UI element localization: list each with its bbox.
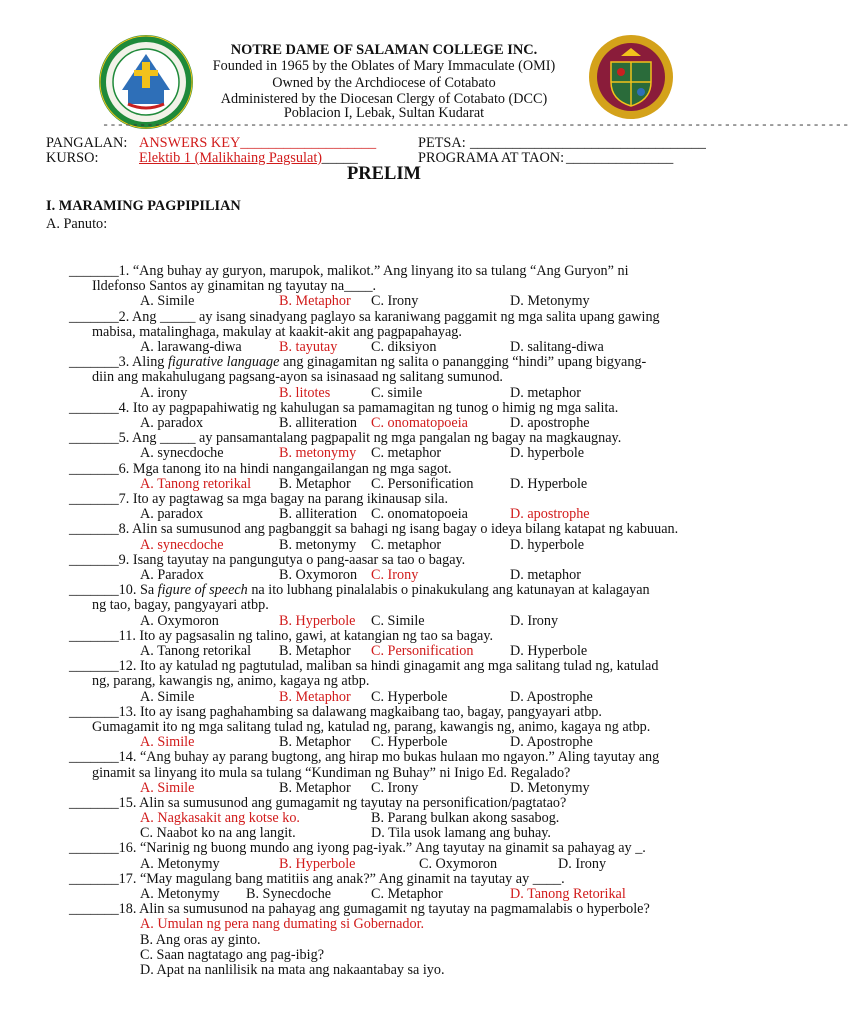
- question-text: _______14. “Ang buhay ay parang bugtong, ang hirap mo bukas hulaan mo ngayon.” Aling tayutay ang: [69, 749, 660, 766]
- options-row: [69, 340, 719, 355]
- instruction-label: A. Panuto:: [46, 216, 108, 232]
- question-item: [69, 750, 719, 796]
- question-text: _______18. Alin sa sumusunod na pahayag ang gumagamit ng tayutay na pagmamalabis o hyperbole?: [69, 901, 650, 918]
- option-choice[interactable]: A. Metonymy: [140, 886, 220, 903]
- question-text: [69, 355, 719, 370]
- question-text: _______12. Ito ay katulad ng pagtutulad, maliban sa hindi ginagamit ang mga salitang tulad ng, katulad: [69, 658, 659, 675]
- question-item: [69, 659, 719, 705]
- question-text-continuation: diin ang makahulugang pagsang-ayon sa isinasaad ng salitang sumunod.: [92, 369, 503, 386]
- options-row: [69, 963, 719, 978]
- header-line: Owned by the Archdiocese of Cotabato: [272, 74, 496, 91]
- option-choice[interactable]: C. Saan nagtatago ang pag-ibig?: [140, 946, 324, 963]
- question-text-part: _______10. Sa: [69, 582, 158, 599]
- options-row: [69, 507, 719, 522]
- option-choice[interactable]: B. Metaphor: [279, 475, 351, 492]
- question-text: _______16. “Narinig ng buong mundo ang iyong pag-iyak.” Ang tayutay na ginamit sa pahayag ay _.: [69, 840, 646, 857]
- question-text-continuation: Ildefonso Santos ay ginamitan ng tayutay na____.: [92, 278, 377, 295]
- option-choice[interactable]: A. Paradox: [140, 566, 204, 583]
- option-choice[interactable]: D. Tanong Retorikal: [510, 886, 626, 903]
- question-text-continuation: mabisa, matalinghaga, makulay at kaakit-akit ang pagpapahayag.: [92, 323, 462, 340]
- question-text: _______15. Alin sa sumusunod ang gumagamit ng tayutay na personification/pagtatao?: [69, 794, 567, 811]
- programa-label: PROGRAMA AT TAON:: [418, 150, 565, 166]
- option-choice[interactable]: C. Personification: [371, 642, 474, 659]
- question-item: [69, 355, 719, 401]
- option-choice[interactable]: C. Hyperbole: [371, 734, 448, 751]
- question-text-part: ang ginagamitan ng salita o panangging “hindi” upang bigyang-: [279, 354, 647, 371]
- question-text: _______9. Isang tayutay na pangungutya o pang-aasar sa tao o bagay.: [69, 551, 466, 568]
- option-choice[interactable]: B. Hyperbole: [279, 612, 356, 629]
- option-choice[interactable]: C. Hyperbole: [371, 688, 448, 705]
- option-choice[interactable]: C. Naabot ko na ang langit.: [140, 825, 296, 842]
- option-choice[interactable]: D. Apat na nanlilisik na mata ang nakaantabay sa iyo.: [140, 962, 445, 979]
- question-text-continuation: ng tao, bagay, pangyayari atbp.: [92, 597, 269, 614]
- option-choice[interactable]: B. Hyperbole: [279, 855, 356, 872]
- option-choice[interactable]: D. Metonymy: [510, 779, 590, 796]
- options-row: [69, 538, 719, 553]
- option-choice[interactable]: A. synecdoche: [140, 536, 224, 553]
- option-choice[interactable]: C. onomatopoeia: [371, 506, 468, 523]
- pangalan-value: ANSWERS KEY___________________: [139, 135, 377, 151]
- option-choice[interactable]: B. alliteration: [279, 506, 358, 523]
- option-choice[interactable]: B. Parang bulkan akong sasabog.: [371, 810, 560, 827]
- option-choice[interactable]: C. Personification: [371, 475, 474, 492]
- question-item: [69, 492, 719, 522]
- kurso-value: Elektib 1 (Malikhaing Pagsulat): [139, 150, 323, 166]
- header-line: Poblacion I, Lebak, Sultan Kudarat: [283, 105, 485, 121]
- options-row: [69, 446, 719, 461]
- options-row: [69, 887, 719, 902]
- option-choice[interactable]: A. larawang-diwa: [140, 339, 242, 355]
- question-text: _______11. Ito ay pagsasalin ng talino, gawi, at katangian ng tao sa bagay.: [69, 627, 494, 644]
- option-choice[interactable]: C. Simile: [371, 612, 425, 629]
- petsa-value: _________________________________: [470, 135, 706, 151]
- question-item: [69, 841, 719, 871]
- option-choice[interactable]: B. Metaphor: [279, 734, 351, 751]
- question-item: [69, 522, 719, 552]
- question-item: [69, 629, 719, 659]
- question-item: [69, 462, 719, 492]
- question-item: [69, 583, 719, 629]
- option-choice[interactable]: D. apostrophe: [510, 506, 590, 523]
- option-choice[interactable]: D. metaphor: [510, 384, 581, 401]
- option-choice[interactable]: C. Irony: [371, 566, 419, 583]
- option-choice[interactable]: C. Oxymoron: [419, 855, 498, 872]
- option-choice[interactable]: C. diksiyon: [371, 339, 437, 355]
- question-text: _______1. “Ang buhay ay guryon, marupok, malikot.” Ang linyang ito sa tulang “Ang Guryon” ni: [69, 263, 629, 279]
- option-choice[interactable]: B. Ang oras ay ginto.: [140, 931, 261, 948]
- option-choice[interactable]: C. Irony: [371, 779, 419, 796]
- question-text-continuation: ginamit sa linyang ito mula sa tulang “Kundiman ng Buhay” ni Inigo Ed. Regalado?: [92, 764, 571, 781]
- kurso-label: KURSO:: [46, 150, 99, 166]
- option-choice[interactable]: C. metaphor: [371, 445, 442, 462]
- option-choice[interactable]: A. Simile: [140, 734, 195, 751]
- option-choice[interactable]: B. Metaphor: [279, 688, 351, 705]
- options-row: [69, 614, 719, 629]
- options-row: [69, 735, 719, 750]
- question-text: _______4. Ito ay pagpapahiwatig ng kahulugan sa pamamagitan ng tunog o himig ng mga salita.: [69, 399, 619, 416]
- option-choice[interactable]: B. metonymy: [279, 445, 357, 462]
- option-choice[interactable]: A. Umulan ng pera nang dumating si Gobernador.: [140, 916, 425, 933]
- options-row: [69, 690, 719, 705]
- option-choice[interactable]: C. Metaphor: [371, 886, 443, 903]
- option-choice[interactable]: B. alliteration: [279, 414, 358, 431]
- question-text-continuation: ng, parang, kawangis ng, animo, kagaya ng atbp.: [92, 673, 370, 690]
- options-row: [69, 781, 719, 796]
- question-text: _______5. Ang _____ ay pansamantalang pagpapalit ng mga pangalan ng bagay na magkaugnay.: [69, 430, 622, 447]
- question-text-part: na ito lubhang pinalalabis o pinakukulang ang katunayan at kalagayan: [247, 582, 650, 599]
- option-choice[interactable]: B. Synecdoche: [246, 886, 332, 903]
- option-choice[interactable]: B. tayutay: [279, 339, 338, 355]
- question-text-italic: figurative language: [167, 354, 280, 371]
- option-choice[interactable]: D. apostrophe: [510, 414, 590, 431]
- option-choice[interactable]: D. Irony: [558, 855, 607, 872]
- option-choice[interactable]: A. Simile: [140, 688, 195, 705]
- option-choice[interactable]: A. Nagkasakit ang kotse ko.: [140, 810, 300, 827]
- option-choice[interactable]: A. synecdoche: [140, 445, 224, 462]
- kurso-tail: _____: [322, 150, 358, 166]
- options-row: [69, 933, 719, 948]
- option-choice[interactable]: A. irony: [140, 384, 188, 401]
- option-choice[interactable]: A. Simile: [140, 779, 195, 796]
- option-choice[interactable]: D. hyperbole: [510, 536, 585, 553]
- question-item: [69, 431, 719, 461]
- option-choice[interactable]: B. litotes: [279, 384, 331, 401]
- question-item: [69, 310, 719, 356]
- option-choice[interactable]: D. Tila usok lamang ang buhay.: [371, 825, 551, 842]
- question-text: _______17. “May magulang bang matitiis ang anak?” Ang ginamit na tayutay ay ____.: [69, 870, 565, 887]
- question-item: [69, 401, 719, 431]
- institution-name: NOTRE DAME OF SALAMAN COLLEGE INC.: [230, 42, 538, 58]
- options-row: [69, 811, 719, 826]
- options-row: [69, 826, 719, 841]
- question-item: [69, 553, 719, 583]
- question-item: [69, 872, 719, 902]
- question-item: [69, 902, 719, 978]
- option-choice[interactable]: D. Hyperbole: [510, 475, 588, 492]
- option-choice[interactable]: A. paradox: [140, 506, 204, 523]
- question-text: _______13. Ito ay isang paghahambing sa dalawang magkaibang tao, bagay, pangyayari atbp.: [69, 703, 602, 720]
- option-choice[interactable]: A. Simile: [140, 293, 195, 310]
- options-row: [69, 416, 719, 431]
- option-choice[interactable]: D. Metonymy: [510, 293, 590, 310]
- options-row: [69, 477, 719, 492]
- question-list: [0, 264, 768, 978]
- header-line: Administered by the Diocesan Clergy of Cotabato (DCC): [220, 91, 548, 107]
- question-text: _______2. Ang _____ ay isang sinadyang paglayo sa karaniwang paggamit ng mga salita upang gawing: [69, 308, 660, 325]
- question-text-italic: figure of speech: [157, 582, 248, 599]
- options-row: [69, 294, 719, 309]
- option-choice[interactable]: A. Oxymoron: [140, 612, 219, 629]
- petsa-label: PETSA:: [418, 135, 466, 151]
- options-row: [69, 644, 719, 659]
- option-choice[interactable]: D. Hyperbole: [510, 642, 588, 659]
- pangalan-label: PANGALAN:: [46, 135, 128, 151]
- option-choice[interactable]: C. Irony: [371, 293, 419, 310]
- question-text: _______7. Ito ay pagtawag sa mga bagay na parang ikinausap sila.: [69, 490, 449, 507]
- option-choice[interactable]: D. hyperbole: [510, 445, 585, 462]
- option-choice[interactable]: B. Metaphor: [279, 779, 351, 796]
- option-choice[interactable]: B. metonymy: [279, 536, 357, 553]
- option-choice[interactable]: A. Tanong retorikal: [140, 642, 252, 659]
- option-choice[interactable]: D. Irony: [510, 612, 559, 629]
- options-row: [69, 917, 719, 932]
- exam-title: PRELIM: [347, 164, 421, 184]
- options-row: [69, 948, 719, 963]
- question-item: [69, 705, 719, 751]
- option-choice[interactable]: B. Oxymoron: [279, 566, 358, 583]
- options-row: [69, 857, 719, 872]
- question-text-part: _______3. Aling: [69, 354, 168, 371]
- header-line: Founded in 1965 by the Oblates of Mary Immaculate (OMI): [212, 58, 556, 74]
- option-choice[interactable]: A. paradox: [140, 414, 204, 431]
- options-row: [69, 568, 719, 583]
- option-choice[interactable]: C. simile: [371, 384, 423, 401]
- option-choice[interactable]: A. Tanong retorikal: [140, 475, 252, 492]
- question-text: [69, 583, 719, 598]
- question-text: _______8. Alin sa sumusunod ang pagbanggit sa bahagi ng isang bagay o ideya bilang katapat ng kabuuan.: [69, 521, 679, 538]
- question-item: [69, 796, 719, 842]
- programa-value: _______________: [566, 150, 674, 166]
- question-text: _______6. Mga tanong ito na hindi nangangailangan ng mga sagot.: [69, 460, 452, 477]
- options-row: [69, 386, 719, 401]
- option-choice[interactable]: D. salitang-diwa: [510, 339, 604, 355]
- option-choice[interactable]: A. Metonymy: [140, 855, 220, 872]
- option-choice[interactable]: C. metaphor: [371, 536, 442, 553]
- option-choice[interactable]: B. Metaphor: [279, 642, 351, 659]
- option-choice[interactable]: D. Apostrophe: [510, 734, 593, 751]
- header-separator: -----------------------------------------------------------------------------------------------------: [102, 118, 850, 132]
- question-text-continuation: Gumagamit ito ng mga salitang tulad ng, katulad ng, parang, kawangis ng, animo, kagaya ng atbp.: [92, 718, 651, 735]
- section-heading: I. MARAMING PAGPIPILIAN: [46, 198, 241, 214]
- option-choice[interactable]: B. Metaphor: [279, 293, 351, 310]
- option-choice[interactable]: C. onomatopoeia: [371, 414, 468, 431]
- option-choice[interactable]: D. Apostrophe: [510, 688, 593, 705]
- question-item: [69, 264, 719, 310]
- option-choice[interactable]: D. metaphor: [510, 566, 581, 583]
